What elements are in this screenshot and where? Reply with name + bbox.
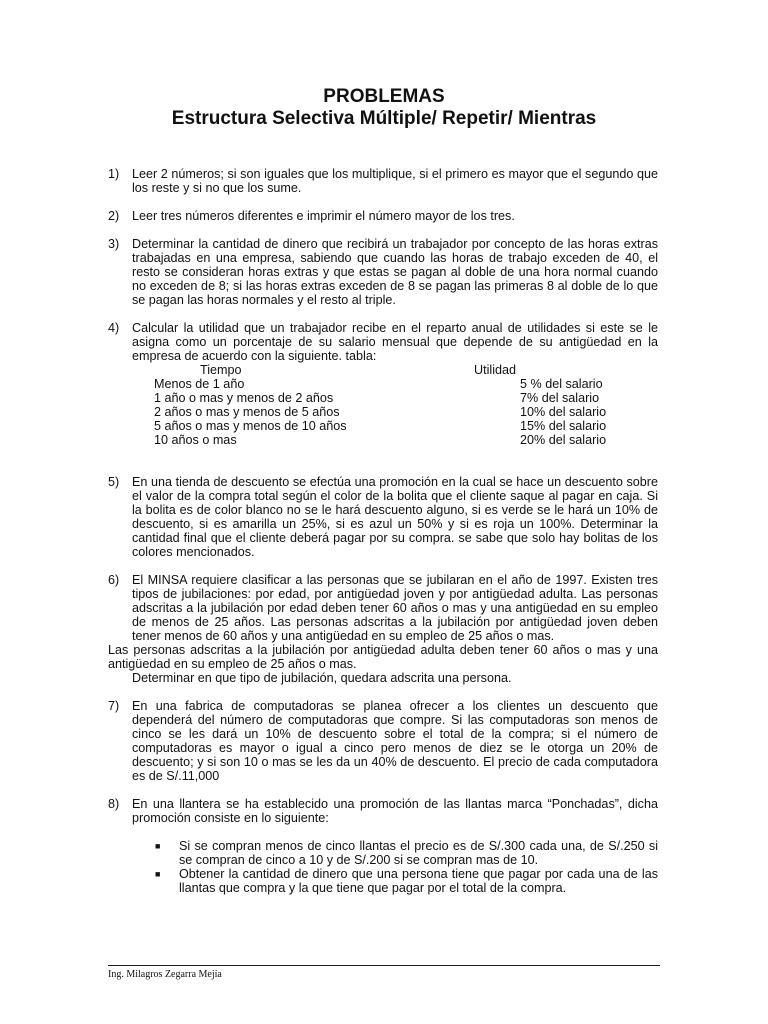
problem-6-continuation: Las personas adscritas a la jubilación por antigüedad adulta deben tener 60 años o mas y una antigüedad en su empleo de 25 años o mas. xyxy=(108,643,658,671)
problem-7 xyxy=(108,699,658,783)
problem-1 xyxy=(108,167,658,195)
problem-3 xyxy=(108,237,658,307)
table-cell-time: 2 años o mas y menos de 5 años xyxy=(154,405,340,419)
problem-text: En una llantera se ha establecido una promoción de las llantas marca “Ponchadas”, dicha promoción consiste en lo siguiente: xyxy=(132,797,658,825)
problem-text: Leer 2 números; si son iguales que los multiplique, si el primero es mayor que el segundo que los reste y si no que los sume. xyxy=(132,167,658,195)
problem-text: Determinar la cantidad de dinero que recibirá un trabajador por concepto de las horas extras trabajadas en una empresa, sabiendo que cuando las horas de trabajo exceden de 40, el resto se consideran horas extras y que estas se pagan al doble de una hora normal cuando no exceden de 8; si las horas extras exceden de 8 se pagan las primeras 8 al doble de lo que se pagan las horas normales y el resto al triple. xyxy=(132,237,658,307)
table-header xyxy=(0,363,768,377)
problem-number: 7) xyxy=(108,699,120,713)
table-row xyxy=(154,433,634,447)
table-row xyxy=(154,419,634,433)
problem-number: 8) xyxy=(108,797,120,811)
problem-number: 4) xyxy=(108,321,120,335)
footer-author: Ing. Milagros Zegarra Mejía xyxy=(108,969,222,980)
table-cell-time: Menos de 1 año xyxy=(154,377,245,391)
footer-divider xyxy=(108,965,660,966)
table-cell-time: 5 años o mas y menos de 10 años xyxy=(154,419,347,433)
table-row xyxy=(154,377,634,391)
problem-8 xyxy=(108,797,658,825)
table-header-util: Utilidad xyxy=(474,363,516,377)
problem-text: En una fabrica de computadoras se planea ofrecer a los clientes un descuento que dependerá del número de computadoras que compre. Si las computadoras son menos de cinco se les dará un 10% de descuento sobre el total de la compra; si el número de computadoras es mayor o igual a cinco pero menos de diez se le otorga un 20% de descuento; y si son 10 o mas se les da un 40% de descuento. El precio de cada computadora es de S/.11,000 xyxy=(132,699,658,783)
table-cell-time: 10 años o mas xyxy=(154,433,237,447)
table-cell-util: 5 % del salario xyxy=(520,377,603,391)
problem-number: 1) xyxy=(108,167,120,181)
bullet-square-icon: ■ xyxy=(155,841,161,851)
table-cell-util: 10% del salario xyxy=(520,405,607,419)
problem-6-question: Determinar en que tipo de jubilación, quedara adscrita una persona. xyxy=(132,671,512,685)
table-header-time: Tiempo xyxy=(200,363,242,377)
problem-6-last xyxy=(108,671,658,685)
problem-number: 6) xyxy=(108,573,120,587)
problem-5 xyxy=(108,475,658,559)
table-cell-time: 1 año o mas y menos de 2 años xyxy=(154,391,334,405)
bullet-item xyxy=(155,839,658,867)
problem-text: Calcular la utilidad que un trabajador recibe en el reparto anual de utilidades si este se le asigna como un porcentaje de su salario mensual que depende de su antigüedad en la empresa de acuerdo con la siguiente. tabla: xyxy=(132,321,658,363)
problem-4 xyxy=(108,321,658,363)
problem-text: El MINSA requiere clasificar a las personas que se jubilaran en el año de 1997. Existen tres tipos de jubilaciones: por edad, por antigüedad joven y por antigüedad adulta. Las personas adscritas a la jubilación por edad deben tener 60 años o mas y una antigüedad en su empleo de menos de 25 años. Las personas adscritas a la jubilación por antigüedad joven deben tener menos de 60 años y una antigüedad en su empleo de 25 años o mas. xyxy=(132,573,658,643)
table-row xyxy=(154,391,634,405)
problem-2 xyxy=(108,209,658,223)
problem-number: 5) xyxy=(108,475,120,489)
problem-text: Leer tres números diferentes e imprimir el número mayor de los tres. xyxy=(132,209,515,223)
bullet-text: Si se compran menos de cinco llantas el precio es de S/.300 cada una, de S/.250 si se compran de cinco a 10 y de S/.200 si se compran mas de 10. xyxy=(179,839,658,867)
table-cell-util: 15% del salario xyxy=(520,419,607,433)
page-subtitle: Estructura Selectiva Múltiple/ Repetir/ Mientras xyxy=(171,108,597,129)
page-title: PROBLEMAS xyxy=(323,86,445,107)
table-cell-util: 20% del salario xyxy=(520,433,607,447)
bullet-square-icon: ■ xyxy=(155,869,161,879)
table-row xyxy=(154,405,634,419)
problem-number: 3) xyxy=(108,237,120,251)
problem-6 xyxy=(108,573,658,643)
problem-text: En una tienda de descuento se efectúa una promoción en la cual se hace un descuento sobre el valor de la compra total según el color de la bolita que el cliente saque al pagar en caja. Si la bolita es de color blanco no se le hará descuento alguno, si es verde se le hará un 10% de descuento, si es amarilla un 25%, si es azul un 50% y si es roja un 100%. Determinar la cantidad final que el cliente deberá pagar por su compra. se sabe que solo hay bolitas de los colores mencionados. xyxy=(132,475,658,559)
problem-number: 2) xyxy=(108,209,120,223)
table-cell-util: 7% del salario xyxy=(520,391,600,405)
bullet-text: Obtener la cantidad de dinero que una persona tiene que pagar por cada una de las llantas que compra y la que tiene que pagar por el total de la compra. xyxy=(179,867,658,895)
bullet-item xyxy=(155,867,658,895)
